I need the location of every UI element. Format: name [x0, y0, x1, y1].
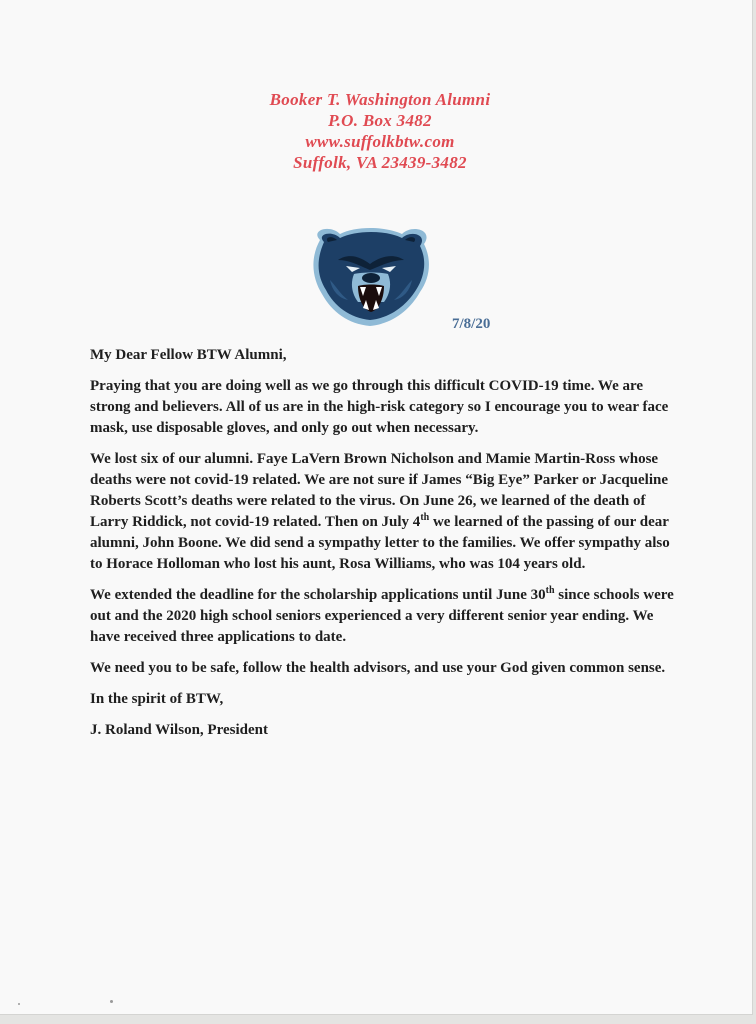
bear-mascot-icon [300, 220, 442, 328]
org-name: Booker T. Washington Alumni [269, 90, 491, 109]
signature: J. Roland Wilson, President [90, 722, 268, 738]
paragraph-2-text-b: we learned of the passing of our dear alumni, John Boone. We did send a sympathy letter to the families. We offer sympathy also to Horace Holloman who lost his aunt, Rosa Williams, who was 104 years old. [90, 514, 670, 572]
superscript-th: th [420, 512, 430, 523]
closing: In the spirit of BTW, [90, 691, 224, 707]
paragraph-2-text-a: We lost six of our alumni. Faye LaVern Brown Nicholson and Mamie Martin-Ross whose deaths were not covid-19 related. We are not sure if James “Big Eye” Parker or Jacqueline Roberts Scott’s deaths were related to the virus. On June 26, we learned of the death of Larry Riddick, not covid-19 related. Then on July 4 [90, 451, 668, 530]
paragraph-4: We need you to be safe, follow the health advisors, and use your God given common sense. [90, 660, 666, 676]
scan-speck [18, 1003, 20, 1005]
city-state-zip: Suffolk, VA 23439-3482 [293, 153, 467, 172]
scan-speck [110, 1000, 113, 1003]
paragraph-1: Praying that you are doing well as we go through this difficult COVID-19 time. We are strong and believers. All of us are in the high-risk category so I encourage you to wear face mask, use disposable gloves, and only go out when necessary. [90, 378, 669, 436]
paragraph-3-text-b: since schools were out and the 2020 high school seniors experienced a very different senior year ending. We have received three applications to date. [90, 587, 674, 645]
paragraph-2 [90, 449, 680, 575]
po-box: P.O. Box 3482 [328, 111, 432, 130]
paragraph-3-text-a: We extended the deadline for the scholarship applications until June 30 [90, 587, 546, 603]
superscript-th: th [545, 585, 555, 596]
letter-date: 7/8/20 [452, 316, 491, 332]
letter-body [90, 345, 680, 751]
website: www.suffolkbtw.com [305, 132, 455, 151]
paragraph-3 [90, 585, 680, 648]
letterhead [160, 89, 600, 173]
salutation: My Dear Fellow BTW Alumni, [90, 347, 287, 363]
